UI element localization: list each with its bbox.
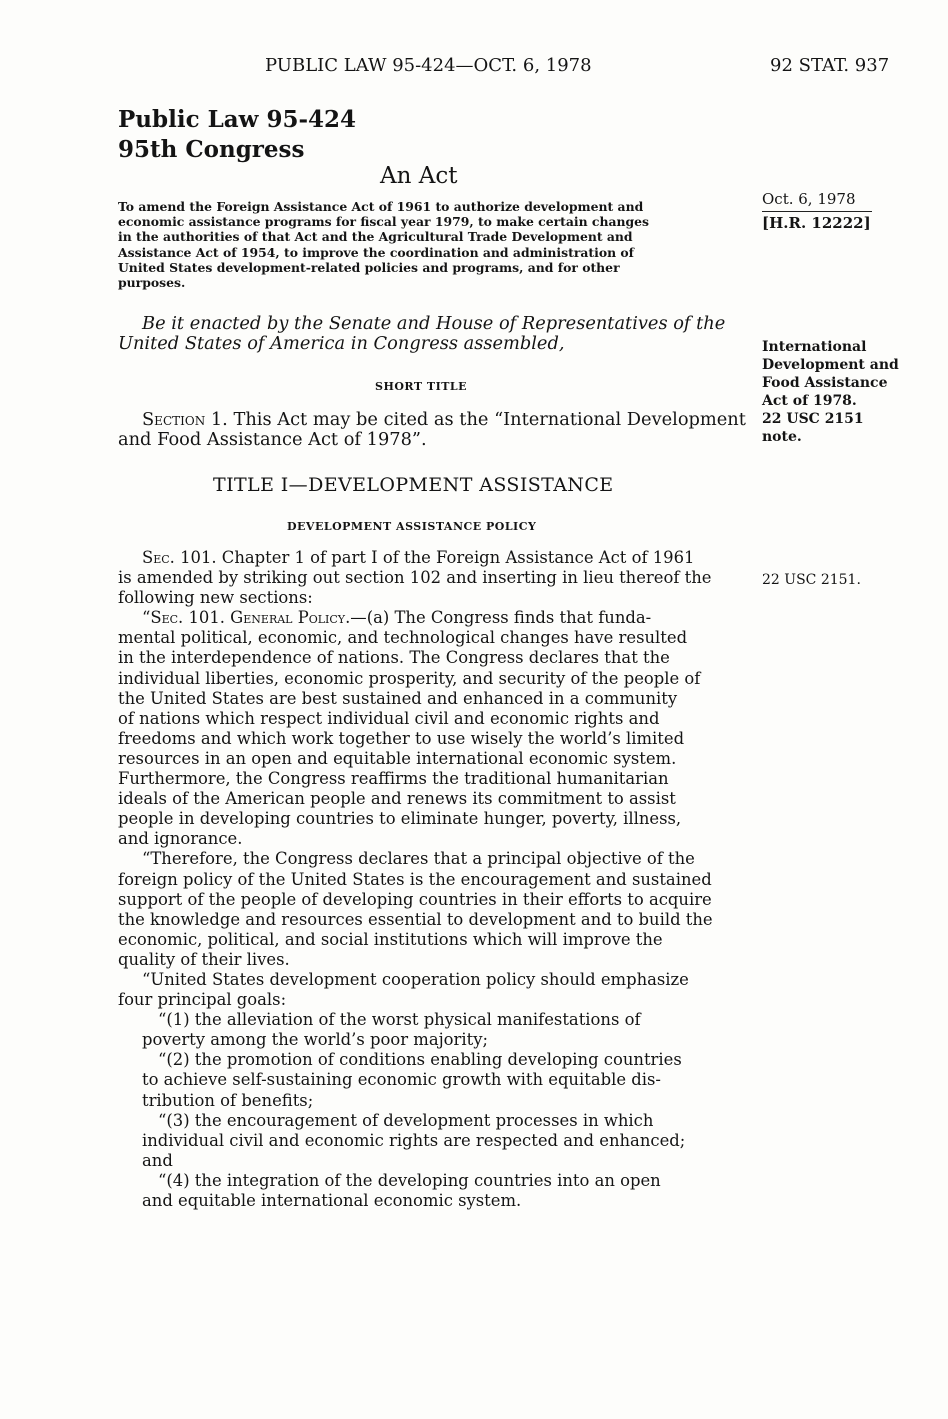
margin-note-line: Act of 1978. — [762, 393, 857, 409]
goal-1-line: “(1) the alleviation of the worst physical manifestations of — [158, 1010, 641, 1030]
general-policy-line: in the interdependence of nations. The Congress declares that the — [118, 648, 670, 668]
section-101-line — [118, 548, 746, 568]
therefore-line: foreign policy of the United States is the encouragement and sustained — [118, 869, 712, 889]
long-title-line: in the authorities of that Act and the Agricultural Trade Development and — [118, 229, 633, 245]
general-policy-line: and ignorance. — [118, 829, 243, 849]
section-101-body — [118, 548, 746, 1211]
long-title — [118, 199, 746, 290]
section-101-line: is amended by striking out section 102 and inserting in lieu thereof the — [118, 568, 712, 588]
therefore-line: “Therefore, the Congress declares that a principal objective of the — [142, 849, 695, 869]
long-title-line: United States development-related policies and programs, and for other — [118, 259, 620, 275]
general-policy-line: of nations which respect individual civil and economic rights and — [118, 708, 660, 728]
general-policy-line: ideals of the American people and renews its commitment to assist — [118, 789, 676, 809]
margin-date-rule — [762, 211, 872, 212]
goal-2-line: tribution of benefits; — [142, 1090, 314, 1110]
margin-note-line: Food Assistance — [762, 375, 888, 391]
therefore-line: economic, political, and social institutions which will improve the — [118, 929, 663, 949]
general-policy-line — [118, 608, 746, 628]
therefore-line: support of the people of developing countries in their efforts to acquire — [118, 889, 712, 909]
law-number-heading: Public Law 95-424 — [118, 106, 357, 133]
margin-note-short-title — [762, 338, 899, 446]
general-policy-line: the United States are best sustained and enhanced in a community — [118, 688, 678, 708]
congress-heading: 95th Congress — [118, 136, 305, 163]
long-title-line: economic assistance programs for fiscal year 1979, to make certain changes — [118, 214, 650, 230]
goal-3-line: “(3) the encouragement of development processes in which — [158, 1110, 654, 1130]
goal-3-line: and — [142, 1150, 173, 1170]
section-1 — [118, 410, 746, 450]
general-policy-text: —(a) The Congress finds that funda- — [350, 608, 652, 628]
goals-intro-line: “United States development cooperation policy should emphasize — [142, 969, 689, 989]
therefore-line: the knowledge and resources essential to development and to build the — [118, 909, 713, 929]
policy-subheading: DEVELOPMENT ASSISTANCE POLICY — [287, 520, 537, 533]
general-policy-label: “Sec. 101. General Policy. — [142, 608, 351, 628]
long-title-line: purposes. — [118, 275, 186, 291]
goal-4-line: “(4) the integration of the developing countries into an open — [158, 1170, 661, 1190]
enacting-clause-line: United States of America in Congress assembled, — [118, 333, 565, 354]
section-1-text: This Act may be cited as the “International Development — [227, 409, 746, 430]
general-policy-line: freedoms and which work together to use wisely the world’s limited — [118, 728, 685, 748]
goals-intro-line: four principal goals: — [118, 990, 287, 1010]
margin-note-usc: 22 USC 2151. — [762, 572, 861, 588]
general-policy-line: mental political, economic, and technological changes have resulted — [118, 628, 688, 648]
act-heading: An Act — [380, 163, 458, 189]
goal-1-line: poverty among the world’s poor majority; — [142, 1030, 488, 1050]
margin-date: Oct. 6, 1978 — [762, 190, 856, 208]
margin-bill-number: [H.R. 12222] — [762, 214, 871, 232]
general-policy-line: resources in an open and equitable international economic system. — [118, 748, 677, 768]
long-title-line: Assistance Act of 1954, to improve the coordination and administration of — [118, 244, 635, 260]
general-policy-line: individual liberties, economic prosperity, and security of the people of — [118, 668, 701, 688]
statute-citation: 92 STAT. 937 — [770, 55, 890, 76]
margin-note-line: Development and — [762, 357, 899, 373]
goal-2-line: “(2) the promotion of conditions enabling developing countries — [158, 1050, 682, 1070]
section-1-line: and Food Assistance Act of 1978”. — [118, 429, 427, 450]
goal-2-line: to achieve self-sustaining economic growth with equitable dis- — [142, 1070, 661, 1090]
enacting-clause-line: Be it enacted by the Senate and House of Representatives of the — [142, 313, 726, 334]
section-101-line: following new sections: — [118, 588, 313, 608]
section-label: Sec. — [142, 548, 175, 567]
margin-note-line: note. — [762, 429, 802, 445]
therefore-line: quality of their lives. — [118, 949, 290, 969]
short-title-heading: SHORT TITLE — [375, 380, 468, 393]
section-1-line — [118, 410, 746, 430]
margin-note-line: 22 USC 2151 — [762, 411, 864, 427]
title-heading: TITLE I—DEVELOPMENT ASSISTANCE — [213, 474, 614, 496]
section-101-text: 101. Chapter 1 of part I of the Foreign Assistance Act of 1961 — [174, 548, 695, 567]
margin-note-line: International — [762, 339, 867, 355]
enacting-clause — [118, 314, 746, 354]
general-policy-line: people in developing countries to eliminate hunger, poverty, illness, — [118, 809, 682, 829]
long-title-line: To amend the Foreign Assistance Act of 1961 to authorize development and — [118, 199, 644, 214]
running-head: PUBLIC LAW 95-424—OCT. 6, 1978 — [265, 55, 592, 76]
goal-4-line: and equitable international economic system. — [142, 1191, 522, 1210]
section-label: Section 1. — [142, 409, 228, 430]
general-policy-line: Furthermore, the Congress reaffirms the traditional humanitarian — [118, 769, 669, 789]
goal-3-line: individual civil and economic rights are respected and enhanced; — [142, 1130, 686, 1150]
